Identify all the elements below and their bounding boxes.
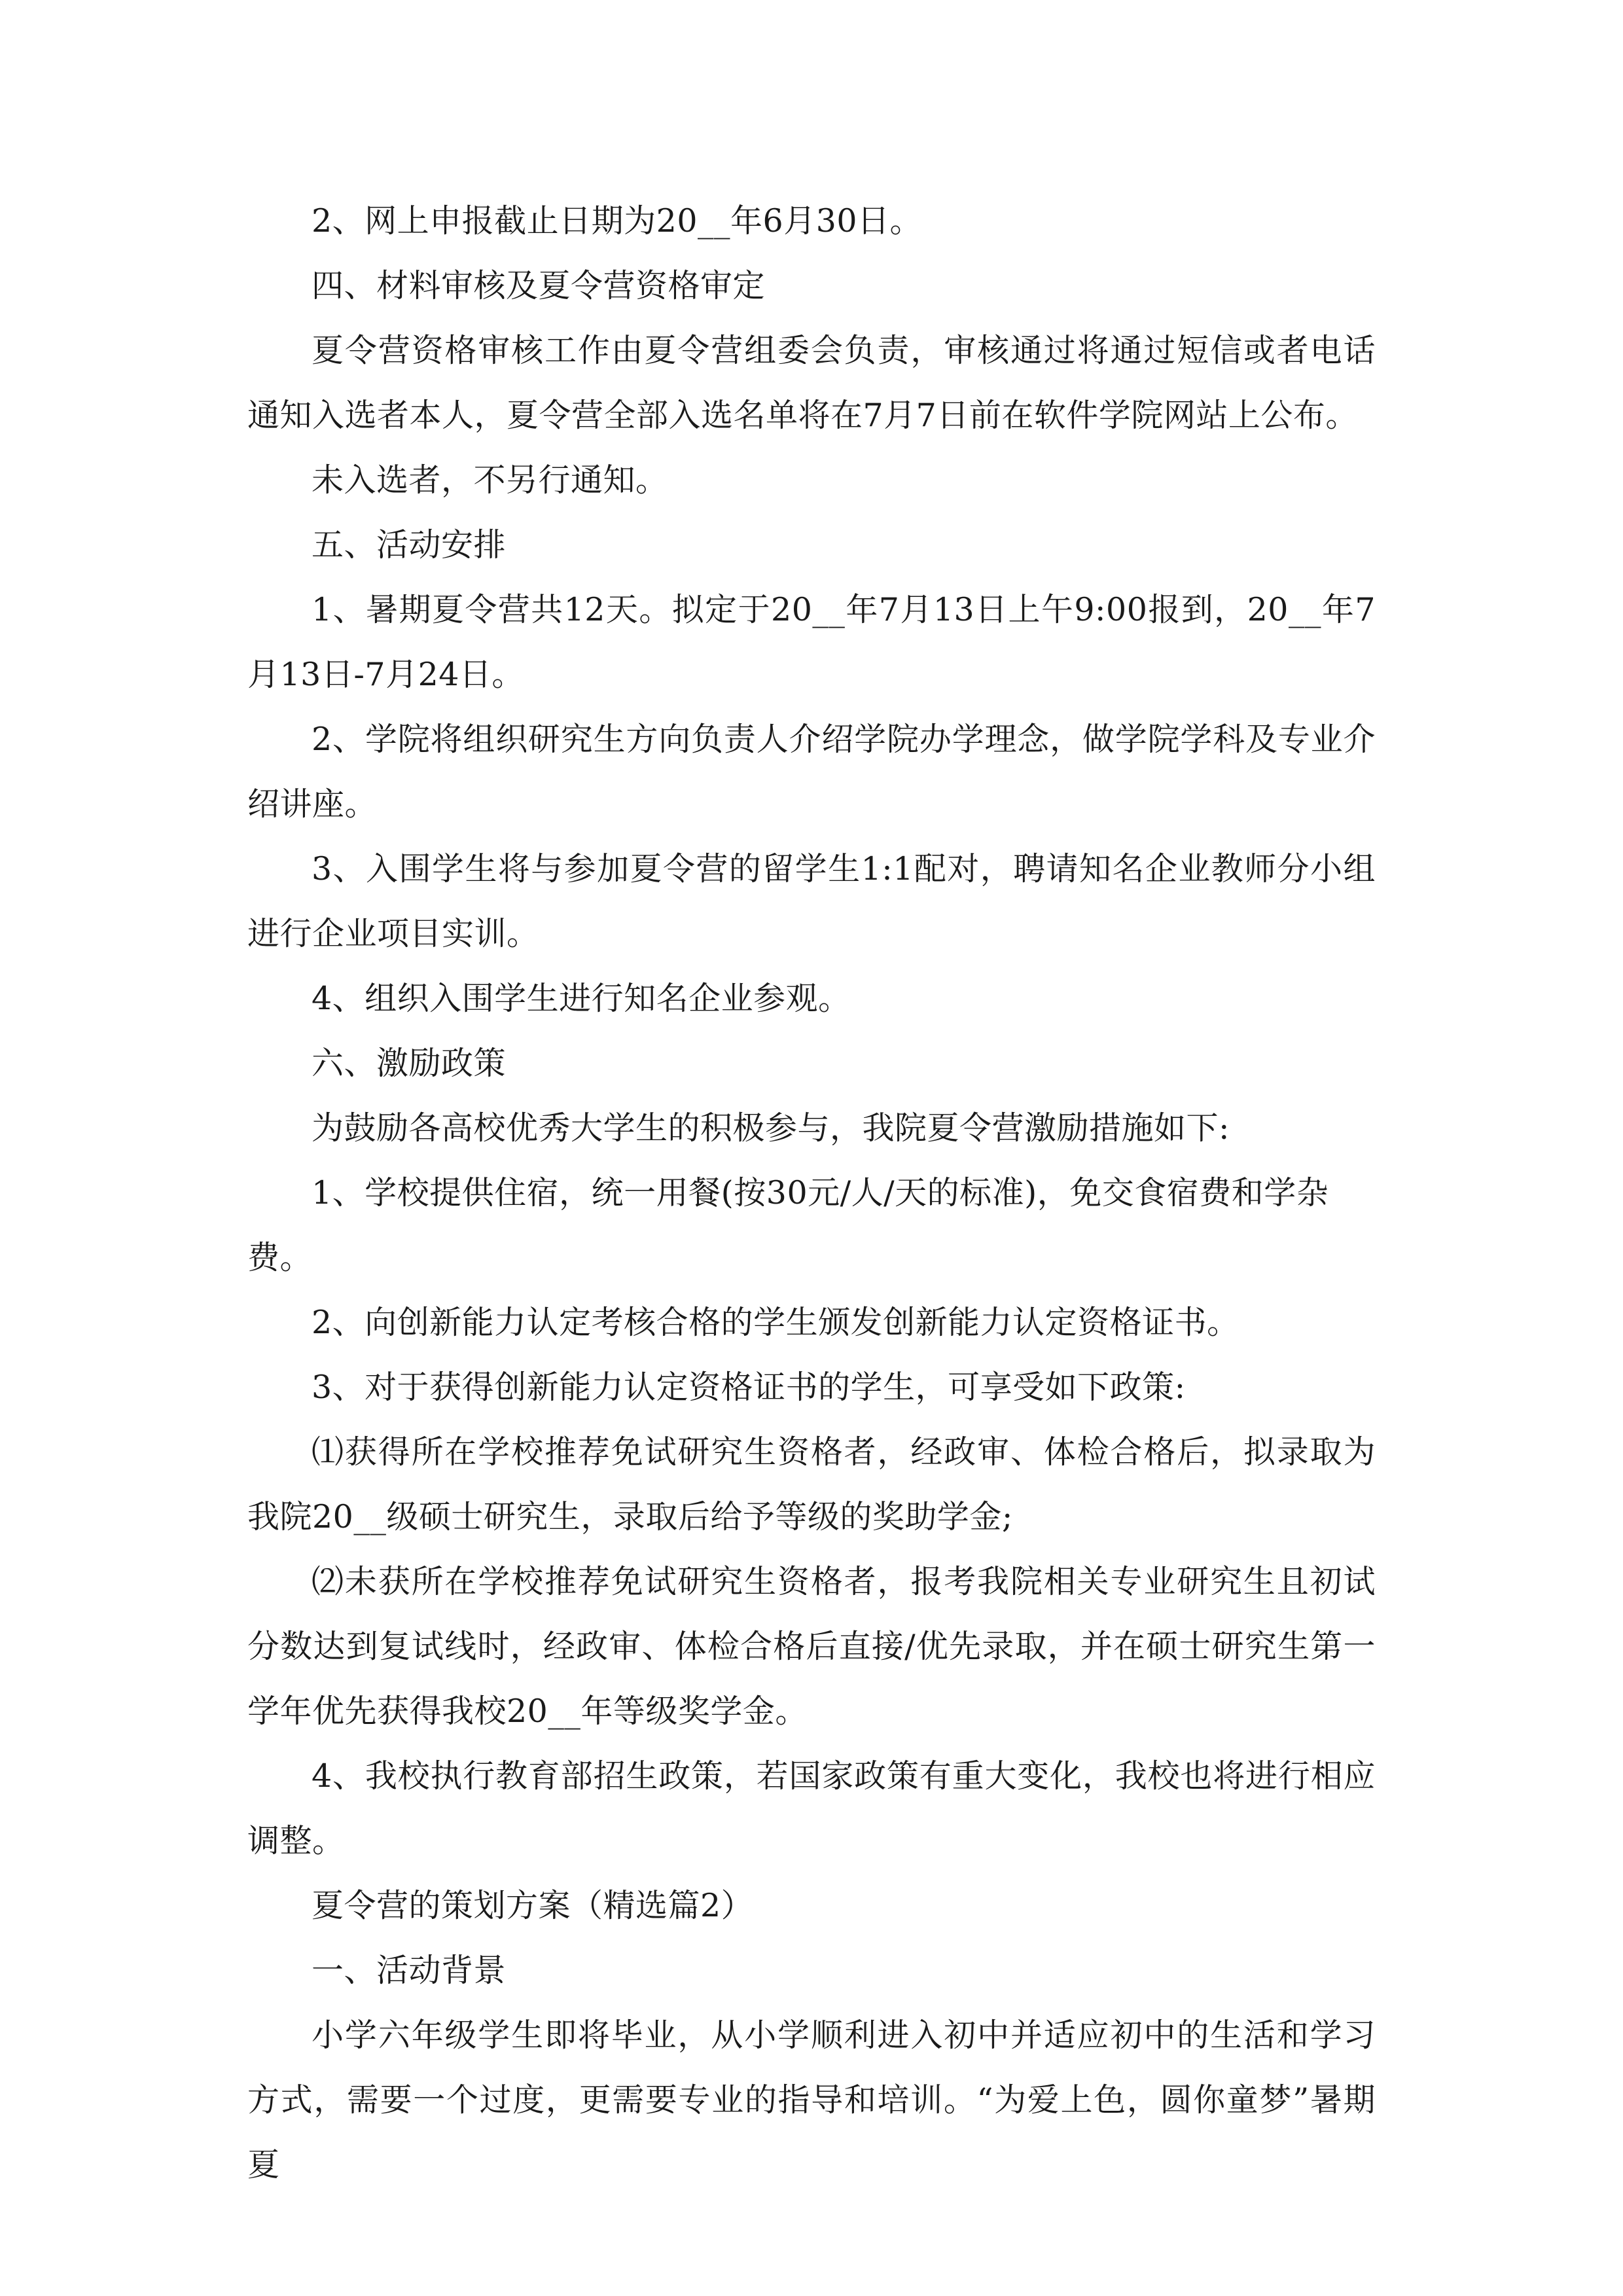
paragraph-not-selected: 未入选者，不另行通知。 bbox=[312, 461, 668, 499]
paragraph-background: 小学六年级学生即将毕业，从小学顺利进入初中并适应初中的生活和学习方式，需要一个过度，更需要专业的指导和培训。“为爱上色，圆你童梦”暑期夏 bbox=[247, 2017, 1376, 2183]
heading-section-5: 五、活动安排 bbox=[312, 526, 507, 564]
paragraph-policy-1: ⑴获得所在学校推荐免试研究生资格者，经政审、体检合格后，拟录取为我院20__级硕士研究生，录取后给予等级的奖助学金; bbox=[247, 1433, 1376, 1535]
paragraph-review: 夏令营资格审核工作由夏令营组委会负责，审核通过将通过短信或者电话通知入选者本人，夏令营全部入选名单将在7月7日前在软件学院网站上公布。 bbox=[247, 332, 1376, 434]
body-text bbox=[247, 188, 1376, 2197]
heading-background: 一、活动背景 bbox=[312, 1952, 507, 1989]
paragraph-incentive-1: 1、学校提供住宿，统一用餐(按30元/人/天的标准)，免交食宿费和学杂费。 bbox=[247, 1174, 1329, 1276]
paragraph-schedule-4: 4、组织入围学生进行知名企业参观。 bbox=[312, 980, 851, 1017]
paragraph-incentive-4: 4、我校执行教育部招生政策，若国家政策有重大变化，我校也将进行相应调整。 bbox=[247, 1757, 1376, 1859]
heading-section-4: 四、材料审核及夏令营资格审定 bbox=[312, 267, 766, 304]
paragraph-policy-2: ⑵未获所在学校推荐免试研究生资格者，报考我院相关专业研究生且初试分数达到复试线时，经政审、体检合格后直接/优先录取，并在硕士研究生第一学年优先获得我校20__年等级奖学金。 bbox=[247, 1563, 1376, 1730]
paragraph-schedule-1: 1、暑期夏令营共12天。拟定于20__年7月13日上午9:00报到，20__年7月13日-7月24日。 bbox=[247, 591, 1376, 693]
paragraph-incentive-3: 3、对于获得创新能力认定资格证书的学生，可享受如下政策: bbox=[312, 1369, 1186, 1406]
heading-plan-2: 夏令营的策划方案（精选篇2） bbox=[312, 1887, 754, 1924]
paragraph-deadline: 2、网上申报截止日期为20__年6月30日。 bbox=[312, 202, 923, 240]
paragraph-schedule-2: 2、学院将组织研究生方向负责人介绍学院办学理念，做学院学科及专业介绍讲座。 bbox=[247, 721, 1376, 823]
heading-section-6: 六、激励政策 bbox=[312, 1045, 507, 1082]
paragraph-incentive-intro: 为鼓励各高校优秀大学生的积极参与，我院夏令营激励措施如下: bbox=[312, 1109, 1230, 1147]
paragraph-incentive-2: 2、向创新能力认定考核合格的学生颁发创新能力认定资格证书。 bbox=[312, 1304, 1240, 1341]
paragraph-schedule-3: 3、入围学生将与参加夏令营的留学生1:1配对，聘请知名企业教师分小组进行企业项目实训。 bbox=[247, 850, 1376, 952]
